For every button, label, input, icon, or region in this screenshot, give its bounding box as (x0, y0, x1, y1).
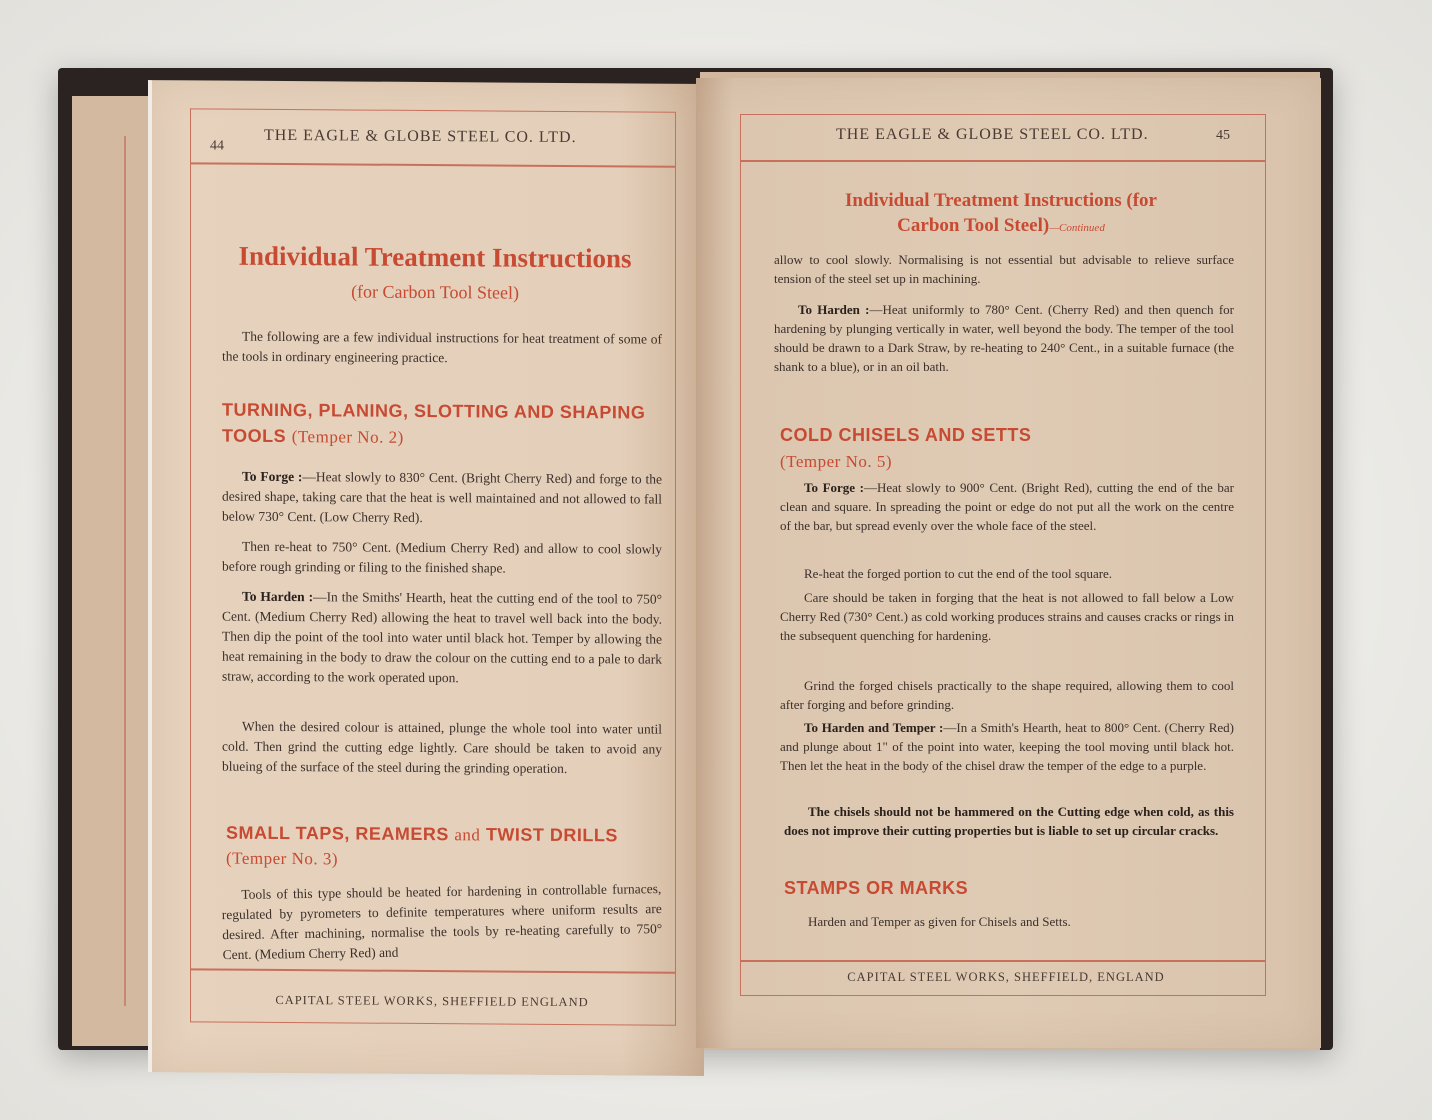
paragraph: To Forge :—Heat slowly to 900° Cent. (Bright Red), cutting the end of the bar clean and square. In spreading the point or edge do not put all the work on the centre of the bar, but spread evenly over the whole face of the steel. (780, 480, 1234, 533)
paragraph: To Harden :—Heat uniformly to 780° Cent. (Cherry Red) and then quench for hardening by plunging vertically in water, well beyond the body. The temper of the tool should be drawn to a Dark Straw, by re-heating to 240° Cent., in a suitable furnace (the shank to a blue), or in an oil bath. (774, 302, 1234, 374)
paragraph: Then re-heat to 750° Cent. (Medium Cherry Red) and allow to cool slowly before rough grinding or filing to the finished shape. (222, 538, 662, 576)
paragraph: To Forge :—Heat slowly to 830° Cent. (Bright Cherry Red) and forge to the desired shape, taking care that the heat is well maintained and not allowed to fall below 730° Cent. (Low Cherry Red). (222, 468, 662, 525)
paragraph: Care should be taken in forging that the heat is not allowed to fall below a Low Cherry Red (730° Cent.) as cold working produces strains and causes cracks or rings in the subsequent quenching for hardening. (780, 590, 1234, 643)
section-heading: SMALL TAPS, REAMERS and TWIST DRILLS (Temper No. 3) (226, 822, 618, 869)
section-heading: TURNING, PLANING, SLOTTING AND SHAPING TOOLS (Temper No. 2) (222, 399, 646, 447)
paragraph: When the desired colour is attained, plunge the whole tool into water until cold. Then grind the cutting edge lightly. Care should be taken to avoid any blueing of the surface of the steel during the grinding operation. (222, 718, 662, 776)
paragraph: Harden and Temper as given for Chisels and Setts. (808, 914, 1071, 929)
intro-paragraph: The following are a few individual instructions for heat treatment of some of the tools in ordinary engineering practice. (222, 328, 662, 366)
section-heading: COLD CHISELS AND SETTS (Temper No. 5) (780, 425, 1032, 471)
page-title: Individual Treatment Instructions (for Carbon Tool Steel)—Continued (845, 190, 1157, 236)
right-footer-rule (740, 960, 1266, 962)
paragraph: allow to cool slowly. Normalising is not essential but advisable to relieve surface tension of the steel set up in machining. (774, 252, 1234, 286)
right-header-rule (740, 160, 1266, 162)
page-number: 45 (1216, 128, 1230, 143)
right-page (696, 78, 1321, 1048)
page-footer: CAPITAL STEEL WORKS, SHEFFIELD ENGLAND (275, 992, 589, 1010)
page-title: Individual Treatment Instructions (238, 240, 632, 274)
paragraph: Tools of this type should be heated for hardening in controllable furnaces, regulated by pyrometers to definite temperatures where uniform results are desired. After machining, normalise the tools by re-heating carefully to 750° Cent. (Medium Cherry Red) and (221, 881, 663, 963)
page-number: 44 (210, 138, 224, 154)
section-heading: STAMPS OR MARKS (784, 878, 969, 898)
page-subtitle: (for Carbon Tool Steel) (351, 281, 519, 303)
page-footer: CAPITAL STEEL WORKS, SHEFFIELD, ENGLAND (847, 970, 1165, 984)
paragraph: To Harden :—In the Smiths' Hearth, heat the cutting end of the tool to 750° Cent. (Medium Cherry Red) allowing the heat to travel well back into the body. Then dip the point of the tool into water until black hot. Temper by allowing the heat remaining in the body to draw the colour on the cutting end to a pale to dark straw, according to the work operated upon. (222, 588, 662, 686)
left-page (148, 80, 704, 1076)
right-page-border (740, 114, 1266, 996)
bold-paragraph: The chisels should not be hammered on the Cutting edge when cold, as this does not improve their cutting properties but is liable to set up circular cracks. (784, 804, 1234, 838)
paragraph: Re-heat the forged portion to cut the end of the tool square. (804, 566, 1113, 581)
running-header: THE EAGLE & GLOBE STEEL CO. LTD. (836, 126, 1149, 143)
paragraph: Grind the forged chisels practically to the shape required, allowing them to cool after forging and before grinding. (780, 678, 1234, 712)
paragraph: To Harden and Temper :—In a Smith's Hearth, heat to 800° Cent. (Cherry Red) and plunge about 1" of the point into water, keeping the tool moving until black hot. Then let the heat in the body of the chisel draw the temper of the edge to a purple. (780, 720, 1234, 773)
running-header: THE EAGLE & GLOBE STEEL CO. LTD. (264, 126, 577, 147)
